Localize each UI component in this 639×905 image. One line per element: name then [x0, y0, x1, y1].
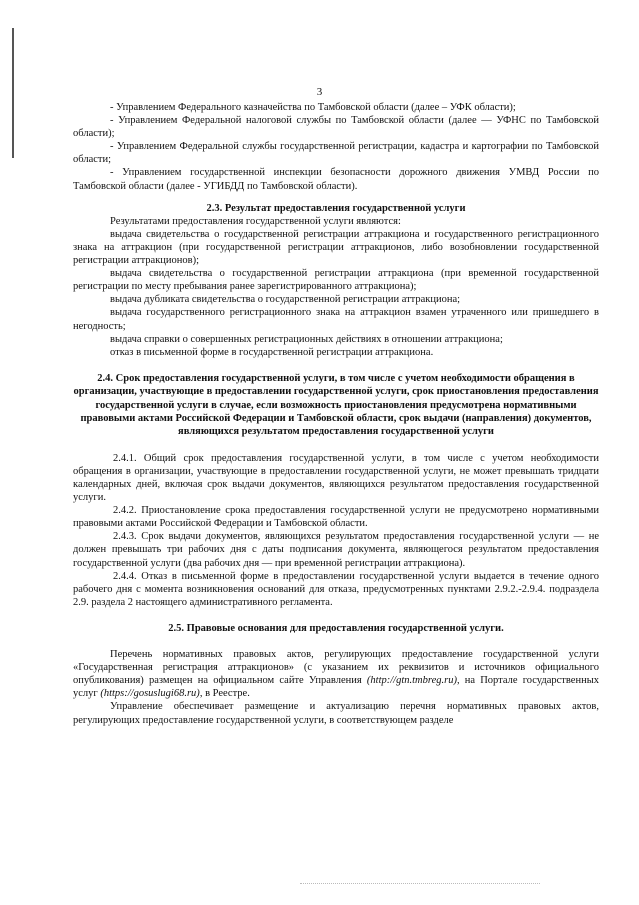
result-item: выдача свидетельства о государственной регистрации аттракциона и государственного регистрационного знака на аттракцион (при государственной регистрации аттракционов, либо возобновлении государственной регистрации аттракционов); — [73, 228, 599, 267]
result-item: выдача свидетельства о государственной регистрации аттракциона (при временной государственной регистрации по месту пребывания ранее зарегистрированного аттракциона); — [73, 268, 599, 293]
result-item: выдача государственного регистрационного знака на аттракцион взамен утраченного или пришедшего в негодность; — [73, 307, 599, 332]
section-2-5-heading: 2.5. Правовые основания для предоставления государственной услуги. — [168, 622, 504, 634]
page-number: 3 — [316, 86, 323, 98]
section-2-5-paragraph — [73, 648, 599, 700]
scan-artifact-line — [300, 883, 540, 885]
document-body — [73, 101, 599, 727]
section-2-3-heading: 2.3. Результат предоставления государственной услуги — [206, 202, 466, 214]
result-item: выдача справки о совершенных регистрационных действиях в отношении аттракциона; — [110, 333, 503, 345]
gosuslugi-portal-link[interactable]: (https://gosuslugi68.ru) — [100, 688, 200, 700]
intro-list-item: - Управлением Федеральной службы государственной регистрации, кадастра и картографии по Тамбовской области; — [73, 141, 599, 166]
section-2-4-paragraph: 2.4.2. Приостановление срока предоставления государственной услуги не предусмотрено нормативными правовыми актами Российской Федерации и Тамбовской области. — [73, 505, 599, 530]
paragraph-text: Перечень нормативных правовых актов, регулирующих предоставление государственной услуги «Государственная регистрация аттракционов» (с указанием их реквизитов и источников официального опубликования) размещен на официальном сайте Управления — [73, 649, 599, 687]
result-item: отказ в письменной форме в государственной регистрации аттракциона. — [110, 346, 434, 358]
section-2-4-heading: 2.4. Срок предоставления государственной услуги, в том числе с учетом необходимости обращения в организации, участвующие в предоставлении государственной услуги, срок приостановления предоставления государственной услуги в случае, если возможность приостановления предусмотрена нормативными правовыми актами Российской Федерации и Тамбовской области, срок выдачи (направления) документов, являющихся результатом предоставления государственной услуги — [73, 372, 599, 438]
intro-list-item: - Управлением государственной инспекции безопасности дорожного движения УМВД России по Тамбовской области (далее - УГИБДД по Тамбовской области). — [73, 167, 599, 192]
management-site-link[interactable]: (http://gtn.tmbreg.ru) — [366, 675, 457, 687]
section-2-3-intro: Результатами предоставления государственной услуги являются: — [110, 215, 401, 227]
result-item: выдача дубликата свидетельства о государственной регистрации аттракциона; — [110, 294, 461, 306]
section-2-4-paragraph: 2.4.4. Отказ в письменной форме в предоставлении государственной услуги выдается в течение одного рабочего дня с момента возникновения оснований для отказа, предусмотренных пунктами 2.9.2.-2.9.4. подраздела 2.9. раздела 2 настоящего административного регламента. — [73, 570, 599, 608]
section-2-5-paragraph: Управление обеспечивает размещение и актуализацию перечня нормативных правовых актов, регулирующих предоставление государственной услуги, в соответствующем разделе — [73, 701, 599, 726]
section-2-4-paragraph: 2.4.3. Срок выдачи документов, являющихся результатом предоставления государственной услуги — не должен превышать три рабочих дня с даты подписания документа, являющегося результатом предоставления государственной услуги (два рабочих дня — при временной регистрации аттракциона). — [73, 531, 599, 569]
intro-list-item: - Управлением Федеральной налоговой службы по Тамбовской области (далее — УФНС по Тамбовской области); — [73, 115, 599, 140]
paragraph-text: , в Реестре. — [199, 688, 250, 700]
intro-list-item: - Управлением Федерального казначейства по Тамбовской области (далее – УФК области); — [110, 102, 516, 113]
paragraph-text: , на Портале государственных услуг — [73, 675, 599, 700]
section-2-4-paragraph: 2.4.1. Общий срок предоставления государственной услуги, в том числе с учетом необходимости обращения в организации, участвующие в предоставлении государственной услуги, не может превышать тридцати календарных дней, включая срок выдачи документов, являющихся результатом предоставления государственной услуги. — [73, 452, 599, 504]
